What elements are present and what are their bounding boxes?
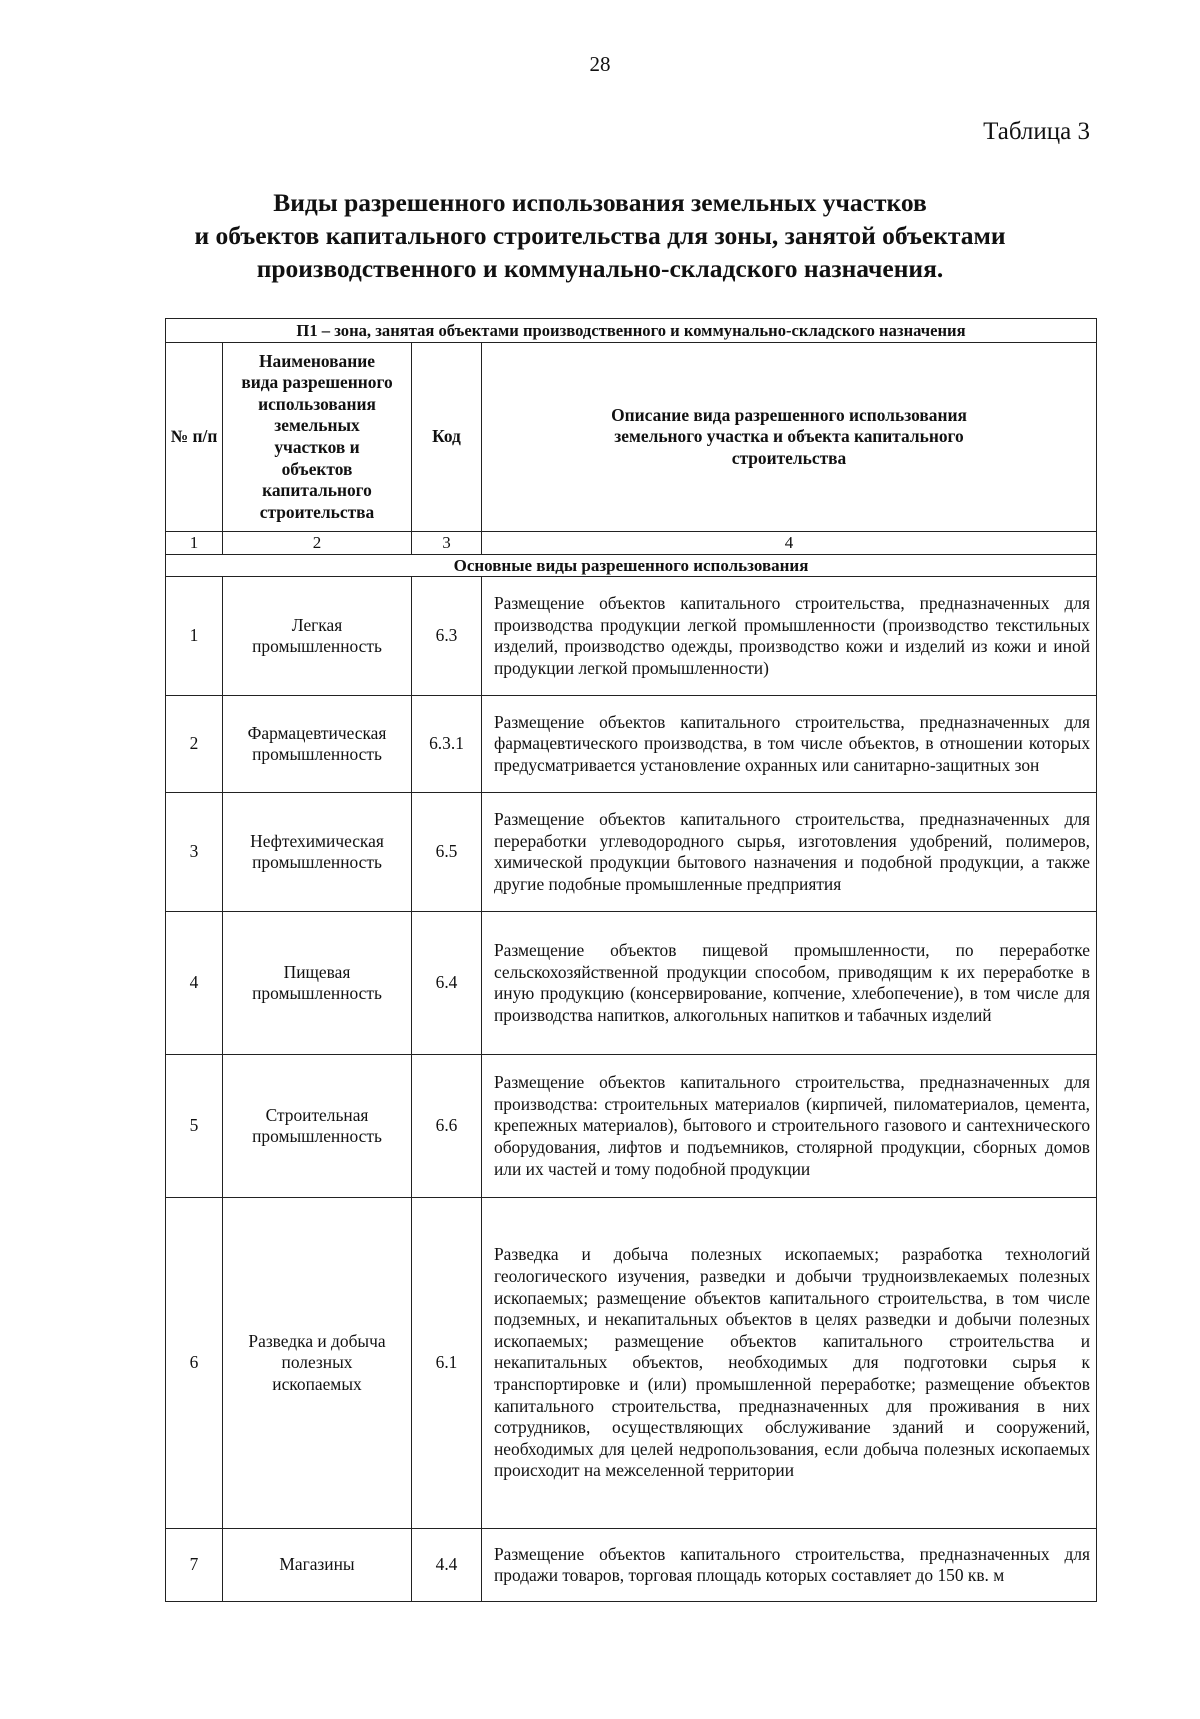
row-code: 6.1 (412, 1198, 482, 1529)
row-description: Размещение объектов капитального строительства, предназначенных для производства: строительных материалов (кирпичей, пиломатериалов, цемента, крепежных материалов), бытового и строительного газового и сантехнического оборудования, лифтов и подъемников, столярной продукции, сборных домов или их частей и тому подобной продукции (482, 1055, 1097, 1198)
row-description: Размещение объектов капитального строительства, предназначенных для переработки углеводородного сырья, изготовления удобрений, полимеров, химической продукции бытового назначения и подобной продукции, а также другие подобные промышленные предприятия (482, 793, 1097, 912)
section-title: Основные виды разрешенного использования (166, 554, 1097, 577)
table-row (166, 1055, 1097, 1198)
row-code: 6.3 (412, 577, 482, 696)
table-row (166, 696, 1097, 793)
title-line: и объектов капитального строительства для зоны, занятой объектами (194, 221, 1006, 250)
header-name: Наименование вида разрешенного использования земельных участков и объектов капитального строительства (223, 343, 412, 532)
row-code: 6.4 (412, 912, 482, 1055)
header-num: № п/п (166, 343, 223, 532)
row-code: 6.6 (412, 1055, 482, 1198)
column-number: 3 (412, 532, 482, 555)
row-name: Фармацевтическая промышленность (223, 696, 412, 793)
header-description: Описание вида разрешенного использования земельного участка и объекта капитального строительства (482, 343, 1097, 532)
row-name: Легкая промышленность (223, 577, 412, 696)
table-label: Таблица 3 (983, 118, 1090, 145)
page-number: 28 (589, 52, 611, 76)
row-name: Нефтехимическая промышленность (223, 793, 412, 912)
section-row (166, 554, 1097, 577)
table-row (166, 793, 1097, 912)
row-number: 1 (166, 577, 223, 696)
row-code: 6.3.1 (412, 696, 482, 793)
column-number: 1 (166, 532, 223, 555)
row-number: 4 (166, 912, 223, 1055)
row-description: Размещение объектов пищевой промышленности, по переработке сельскохозяйственной продукции способом, приводящим к их переработке в иную продукцию (консервирование, копчение, хлебопечение), в том числе для производства напитков, алкогольных напитков и табачных изделий (482, 912, 1097, 1055)
row-name: Строительная промышленность (223, 1055, 412, 1198)
document-title (60, 186, 1140, 285)
column-number: 4 (482, 532, 1097, 555)
row-name: Магазины (223, 1529, 412, 1602)
column-number: 2 (223, 532, 412, 555)
title-line: производственного и коммунально-складского назначения. (256, 254, 944, 283)
row-number: 2 (166, 696, 223, 793)
table-row (166, 912, 1097, 1055)
zone-header: П1 – зона, занятая объектами производственного и коммунально-складского назначения (166, 319, 1097, 343)
table-row (166, 1198, 1097, 1529)
zone-header-row (166, 319, 1097, 343)
column-number-row (166, 532, 1097, 555)
row-number: 3 (166, 793, 223, 912)
column-header-row (166, 343, 1097, 532)
row-number: 5 (166, 1055, 223, 1198)
header-code: Код (412, 343, 482, 532)
permitted-use-table (165, 318, 1097, 1602)
row-description: Размещение объектов капитального строительства, предназначенных для фармацевтического производства, в том числе объектов, в отношении которых предусматривается установление охранных или санитарно-защитных зон (482, 696, 1097, 793)
row-description: Разведка и добыча полезных ископаемых; разработка технологий геологического изучения, разведки и добычи трудноизвлекаемых полезных ископаемых; размещение объектов капитального строительства, в том числе подземных, и некапитальных объектов в целях разведки и добычи полезных ископаемых; размещение объектов капитального строительства и некапитальных объектов, необходимых для подготовки сырья к транспортировке и (или) промышленной переработке; размещение объектов капитального строительства, предназначенных для проживания в них сотрудников, осуществляющих обслуживание зданий и сооружений, необходимых для целей недропользования, если добыча полезных ископаемых происходит на межселенной территории (482, 1198, 1097, 1529)
row-name: Разведка и добыча полезных ископаемых (223, 1198, 412, 1529)
row-description: Размещение объектов капитального строительства, предназначенных для производства продукции легкой промышленности (производство текстильных изделий, производство одежды, производство кожи и изделий из кожи и иной продукции легкой промышленности) (482, 577, 1097, 696)
row-description: Размещение объектов капитального строительства, предназначенных для продажи товаров, торговая площадь которых составляет до 150 кв. м (482, 1529, 1097, 1602)
row-name: Пищевая промышленность (223, 912, 412, 1055)
table-row (166, 577, 1097, 696)
title-line: Виды разрешенного использования земельных участков (273, 188, 927, 217)
row-code: 6.5 (412, 793, 482, 912)
row-number: 7 (166, 1529, 223, 1602)
row-number: 6 (166, 1198, 223, 1529)
table-row (166, 1529, 1097, 1602)
row-code: 4.4 (412, 1529, 482, 1602)
